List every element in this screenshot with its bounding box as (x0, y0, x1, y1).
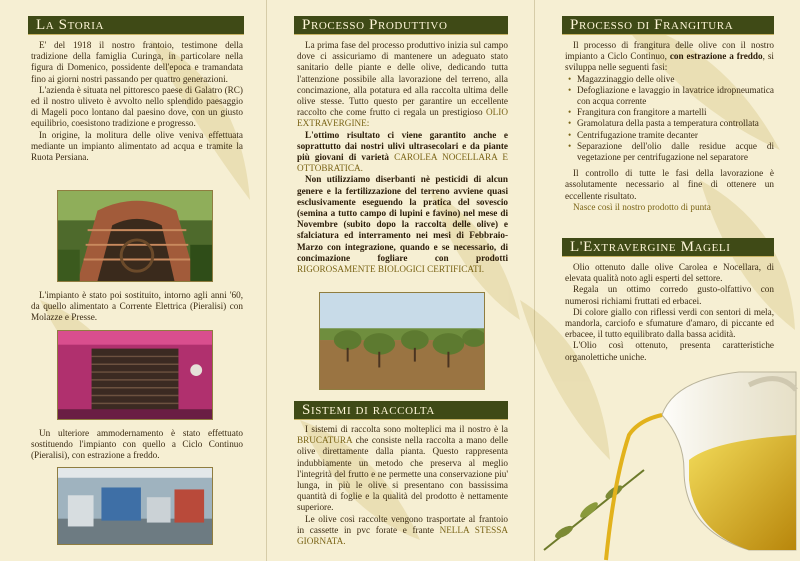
frangitura-paragraph-3: Nasce così il nostro prodotto di punta (573, 201, 711, 212)
frangitura-paragraph-2: Il controllo di tutte le fasi della lavorazione è assolutamente necessario al fine di ottenere un eccellente risultato. (565, 168, 774, 201)
storia-text-bottom (31, 428, 243, 462)
column-processo-produttivo (266, 0, 534, 561)
storia-paragraph-1: E' del 1918 il nostro frantoio, testimone della tradizione della famiglia Curinga, in particolare nella figura di Domenico, possidente dell'epoca e tramandata fino ai giorni nostri passando per quattro generazioni. (31, 40, 243, 84)
olive-branch (544, 470, 644, 550)
photo-water-wheel (57, 190, 213, 282)
list-item: • Gramolatura della pasta a temperatura controllata (565, 118, 774, 129)
frangitura-text (565, 40, 774, 213)
list-item: • Magazzinaggio delle olive (565, 74, 774, 85)
list-item: • Frangitura con frangitore a martelli (565, 107, 774, 118)
produttivo-p2-text: L'ottimo risultato ci viene garantito anche e soprattutto dai nostri ulivi ultrasecolari e da piante più giovani di varietà (297, 129, 508, 163)
produttivo-paragraph-2 (297, 130, 508, 175)
raccolta-p1-text-b: che consiste nella raccolta a mano delle olive direttamente dalla pianta. Questo rappresenta indubbiamente un metodo che preserva al meglio l'integrità del frutto e ne permette una conservazione piu' lunga, in più le olive si presentano con bassissima quantità di foglie e la qualità del prodotto è nettamente superiore. (297, 435, 508, 513)
heading-sistemi-di-raccolta-text: Sistemi di raccolta (302, 402, 435, 418)
produttivo-p3-highlight: RIGOROSAMENTE BIOLOGICI CERTIFICATI. (297, 264, 485, 275)
storia-paragraph-4: L'impianto è stato poi sostituito, intorno agli anni '60, da quello alimentato a Corrente Elettrica (Pieralisi) con Molazze e Presse. (31, 290, 243, 323)
mageli-paragraph-2: Regala un ottimo corredo gusto-olfattivo con numerosi richiami fruttati ed erbacei. (565, 284, 774, 306)
photo-olive-grove (319, 292, 485, 390)
fold-line-2 (534, 0, 535, 561)
raccolta-p1-text-a: I sistemi di raccolta sono molteplici ma il nostro è la (305, 424, 508, 434)
produttivo-paragraph-1 (297, 40, 508, 130)
storia-text-top (31, 40, 243, 163)
produttivo-p1-text: La prima fase del processo produttivo inizia sul campo dove ci assicuriamo di mantenere un adeguato stato sanitario delle piante e delle olive, dedicando tutta l'attenzione possibile alla lavorazione del terreno, alla concimazione, alla potatura ed alla raccolta ultima delle olive stesse. Tutto questo per garantire un eccellente raccolto che come frutto ci regala un prestigioso (297, 40, 508, 118)
heading-processo-produttivo (294, 16, 508, 35)
produttivo-paragraph-3 (297, 174, 508, 275)
raccolta-p2-text: Le olive così raccolte vengono trasportate al frantoio in cassette in pvc forate e frante (297, 513, 508, 535)
heading-processo-frangitura-text: Processo di Frangitura (570, 17, 734, 33)
heading-la-storia (28, 16, 244, 35)
frangitura-paragraph-1 (565, 40, 774, 74)
frangitura-p1-text-a: Il processo di frangitura delle olive con il nostro impianto a Ciclo Continuo, (565, 40, 774, 62)
produttivo-text (297, 40, 508, 275)
frangitura-p1-text-c: , si sviluppa nelle seguenti fasi: (565, 51, 774, 73)
produttivo-p2-highlight: CAROLEA NOCELLARA E OTTOBRATICA. (297, 152, 508, 174)
heading-sistemi-di-raccolta (294, 401, 508, 420)
fold-line-1 (266, 0, 267, 561)
raccolta-p2-highlight: NELLA STESSA GIORNATA. (297, 524, 508, 547)
storia-paragraph-5: Un ulteriore ammodernamento è stato effettuato sostituendo l'impianto con quello a Ciclo Continuo (Pieralisi), con estrazione a freddo. (31, 428, 243, 461)
heading-extravergine-mageli (562, 238, 774, 257)
frangitura-p1-bold: con estrazione a freddo (669, 51, 763, 62)
raccolta-paragraph-2 (297, 514, 508, 548)
list-item: • Defogliazione e lavaggio in lavatrice idropneumatica con acqua corrente (565, 85, 774, 107)
heading-la-storia-text: La Storia (36, 17, 105, 33)
photo-continuous-cycle-plant (57, 467, 213, 545)
column-la-storia (0, 0, 266, 561)
raccolta-paragraph-1 (297, 424, 508, 514)
heading-processo-frangitura (562, 16, 774, 35)
heading-extravergine-mageli-text: L'Extravergine Mageli (570, 239, 731, 255)
raccolta-p1-highlight: BRUCATURA (297, 435, 353, 446)
photo-presses (57, 330, 213, 420)
storia-paragraph-2: L'azienda è situata nel pittoresco paese di Galatro (RC) ed il nostro uliveto è avvolto nello splendido paesaggio di Mageli poco lontano dal paesino dove, con un giusto equilibrio, coesistono tradizione e progresso. (31, 84, 243, 129)
produttivo-p1-highlight: OLIO EXTRAVERGINE: (297, 107, 508, 129)
oil-pouring-jug-illustration (534, 360, 800, 561)
heading-processo-produttivo-text: Processo Produttivo (302, 17, 448, 33)
storia-text-mid (31, 290, 243, 324)
storia-paragraph-3: In origine, la molitura delle olive veniva effettuata mediante un impianto alimentato ad acqua e tramite la Ruota Persiana. (31, 129, 243, 163)
list-item: • Centrifugazione tramite decanter (565, 130, 774, 141)
mageli-paragraph-3: Di colore giallo con riflessi verdi con sentori di mela, mandorla, carciofo e sfumature d'amaro, di piccante ed erbacee, il tutto equilibrato dalla bassa acidità. (565, 306, 774, 340)
column-processo-frangitura (534, 0, 800, 561)
frangitura-steps-list (565, 74, 774, 164)
mageli-paragraph-4: L'Olio così ottenuto, presenta caratteristiche organolettiche uniche. (565, 340, 774, 362)
mageli-text (565, 262, 774, 363)
mageli-paragraph-1: Olio ottenuto dalle olive Carolea e Nocellara, di elevata qualità noto agli esperti del settore. (565, 262, 774, 284)
list-item: • Separazione dell'olio dalle residue acque di vegetazione per centrifugazione nel separatore (565, 141, 774, 163)
raccolta-text (297, 424, 508, 547)
produttivo-p3-text: Non utilizziamo diserbanti nè pesticidi di alcun genere e la fertilizzazione del terreno avviene quasi esclusivamente eseguendo la pratica del sovescio (semina a tutto campo di lupini e favino) nel mese di Novembre (subito dopo la raccolta delle olive) e sfalciatura ed interramento nei mesi di Febbraio-Marzo con integrazione, quando e se necessario, di concimazione fogliare con prodotti (297, 174, 508, 263)
